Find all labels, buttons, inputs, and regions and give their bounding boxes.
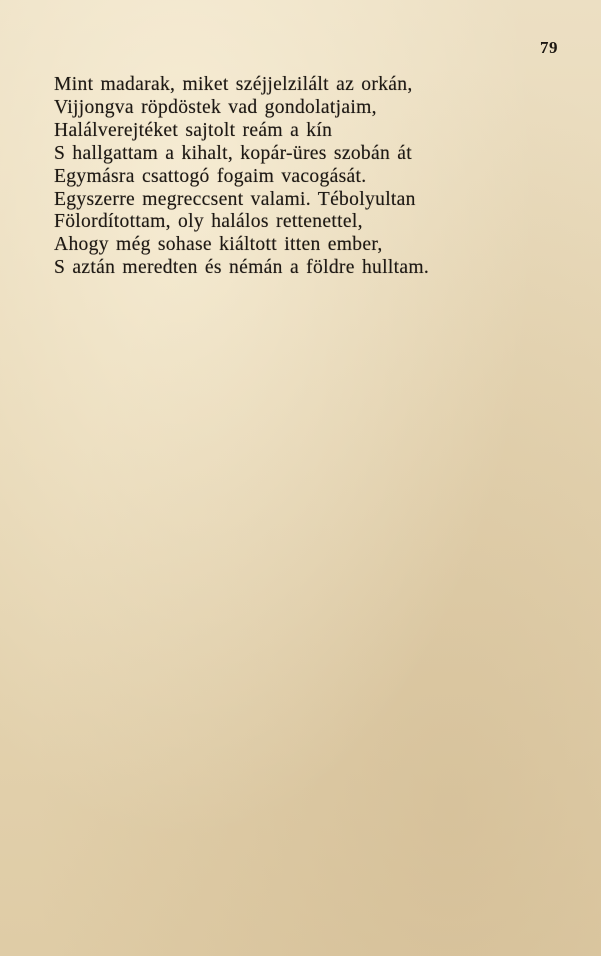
poem-text [54,74,554,280]
poem-line: Fölordítottam, oly halálos rettenettel, [54,211,363,233]
poem-line: Mint madarak, miket széjjelzilált az orkán, [54,74,413,95]
poem-line: Egyszerre megreccsent valami. Tébolyultan [54,188,416,210]
poem-line: Vijjongva röpdöstek vad gondolatjaim, [54,96,377,118]
page-number: 79 [540,38,558,57]
poem-line: Egymásra csattogó fogaim vacogását. [54,165,367,187]
poem-line: S aztán meredten és némán a földre hulltam. [54,257,430,279]
poem-line: Ahogy még sohase kiáltott itten ember, [54,234,383,256]
poem-line: Halálverejtéket sajtolt reám a kín [54,119,333,141]
poem-line: S hallgattam a kihalt, kopár-üres szobán át [54,142,413,164]
